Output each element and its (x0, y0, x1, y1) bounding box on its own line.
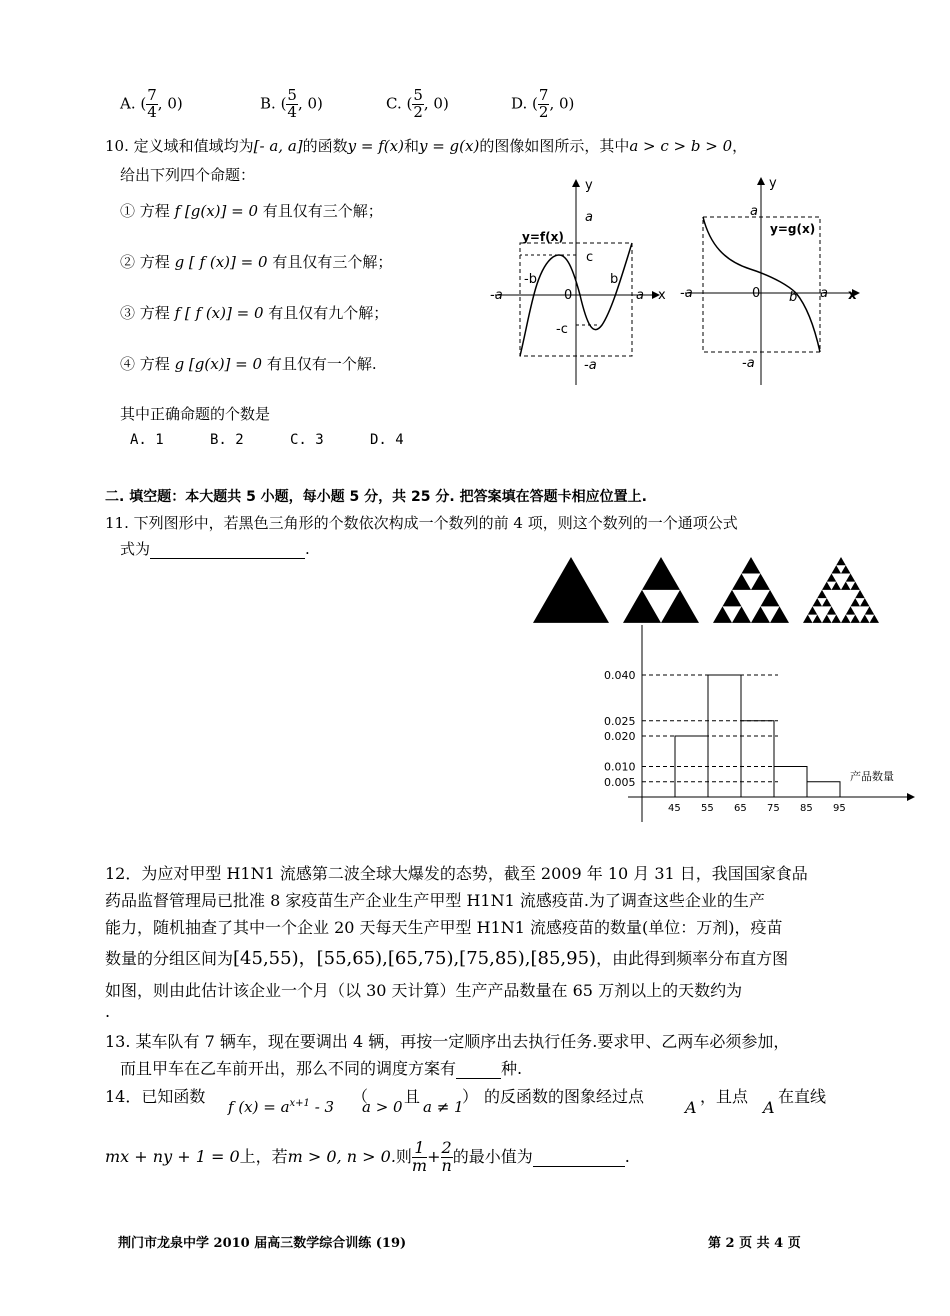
q9-option-b: B. ( $\frac{5}{4}$ , 0) (260, 86, 323, 121)
black-triangle (732, 606, 751, 622)
graph-g-neg-a-bottom: -a (742, 356, 755, 371)
hist-x-tick: 85 (800, 803, 813, 814)
black-triangle (846, 606, 856, 614)
black-triangle (822, 598, 832, 606)
black-triangle (642, 557, 680, 590)
q14-mid2: ，且点 (700, 1087, 749, 1106)
graph-g-b: b (789, 290, 798, 305)
graph-f-a-top: a (585, 210, 593, 225)
hist-bar (741, 721, 774, 797)
black-triangle (851, 582, 861, 590)
q14-cond1: a > 0 (362, 1098, 403, 1116)
q10-stem: 10. 定义域和值域均为[- a, a]的函数y = f(x)和y = g(x)的图像如图所示，其中a > c > b > 0， (105, 137, 748, 155)
graph-f-origin: 0 (564, 288, 573, 303)
graph-f-c: c (586, 250, 594, 265)
q10-prop-4: ④ 方程 g [g(x)] = 0 有且仅有一个解. (120, 355, 377, 373)
hist-x-tick: 65 (734, 803, 747, 814)
q13-line1: 13. 某车队有 7 辆车，现在要调出 4 辆，再按一定顺序出去执行任务.要求甲、乙两车必须参加， (105, 1032, 790, 1051)
q14-func: f $(x) = a^{x+1} - 3$ (228, 1098, 335, 1116)
q14-point: A (685, 1098, 697, 1117)
q14-cond2: a ≠ 1 (423, 1098, 464, 1116)
q10-prop-1: ① 方程 f [g(x)] = 0 有且仅有三个解； (120, 202, 383, 220)
hist-x-tick: 95 (833, 803, 846, 814)
q9-option-c: C. ( $\frac{5}{2}$ , 0) (386, 86, 449, 121)
hist-y-tick: 0.010 (604, 760, 636, 774)
triangle-stage-2 (623, 557, 699, 623)
q12-line2: 药品监督管理局已批准 8 家疫苗生产企业生产甲型 H1N1 流感疫苗.为了调查这些企业的生产 (105, 891, 765, 910)
graph-f-neg-a-bottom: -a (584, 358, 597, 373)
black-triangle (751, 573, 770, 589)
hist-x-label: 产品数量 (850, 770, 894, 783)
black-triangle (827, 573, 837, 581)
triangle-stage-1 (533, 557, 609, 623)
graph-f (490, 175, 670, 390)
hist-y-tick: 0.040 (604, 669, 636, 682)
black-triangle (832, 582, 842, 590)
q14-line1: 14．已知函数 (105, 1087, 206, 1106)
footer-right: 第 2 页 共 4 页 (708, 1236, 801, 1251)
black-triangle (742, 557, 761, 573)
black-triangle (855, 590, 865, 598)
q14-paren-open: （ (352, 1087, 369, 1106)
q14-tail: 在直线 (778, 1087, 827, 1106)
black-triangle (713, 606, 732, 622)
q14-mid: 的反函数的图象经过点 (484, 1087, 645, 1106)
black-triangle (822, 582, 832, 590)
q14-point2: A (763, 1098, 775, 1117)
black-triangle (860, 598, 870, 606)
q10-prop-2: ② 方程 g [ f (x)] = 0 有且仅有三个解； (120, 253, 393, 271)
black-triangle (533, 557, 609, 623)
black-triangle (841, 565, 851, 573)
q9-option-d: D. ( $\frac{7}{2}$ , 0) (511, 86, 575, 121)
q12-line6: . (105, 1002, 111, 1021)
hist-x-tick: 75 (767, 803, 780, 814)
sierpinski-figures (530, 555, 885, 625)
hist-x-tick: 45 (668, 803, 681, 814)
q10-prop-3: ③ 方程 f [ f (x)] = 0 有且仅有九个解； (120, 304, 389, 322)
black-triangle (623, 590, 661, 623)
graph-g-origin: 0 (752, 286, 761, 301)
q10-question: 其中正确命题的个数是 (120, 405, 271, 423)
q14-paren-close: ） (462, 1087, 479, 1106)
black-triangle (841, 582, 851, 590)
graph-g-a-right: a (820, 286, 828, 301)
graph-f-neg-c: -c (556, 322, 568, 337)
q12-line1: 12．为应对甲型 H1N1 流感第二波全球大爆发的态势，截至 2009 年 10 月 31 日，我国国家食品 (105, 864, 808, 883)
black-triangle (770, 606, 789, 622)
hist-y-tick: 0.025 (604, 714, 636, 728)
black-triangle (732, 573, 751, 589)
graph-f-title: y=f(x) (522, 230, 564, 244)
black-triangle (761, 590, 780, 606)
graph-g (680, 175, 860, 390)
q9-option-a: A. ( $\frac{7}{4}$ , 0) (120, 86, 183, 121)
hist-x-tick: 55 (701, 803, 714, 814)
graph-f-neg-b: -b (524, 272, 537, 287)
black-triangle (851, 598, 861, 606)
graph-f-y-label: y (585, 178, 593, 193)
q10-choices: A. 1 B. 2 C. 3 D. 4 (130, 432, 404, 448)
graph-f-x-label: x (658, 288, 666, 303)
footer-left: 荆门市龙泉中学 2010 届高三数学综合训练 (19) (118, 1236, 407, 1251)
black-triangle (808, 606, 818, 614)
graph-g-neg-a: -a (680, 286, 693, 301)
black-triangle (723, 590, 742, 606)
hist-bar (774, 767, 807, 798)
frequency-histogram (598, 622, 918, 827)
q12-line4: 数量的分组区间为[45,55)，[55,65),[65,75),[75,85),[85,95)，由此得到频率分布直方图 (105, 948, 789, 969)
graph-g-x-label: x (848, 288, 857, 303)
graph-g-y-label: y (769, 176, 777, 191)
graph-g-a-top: a (750, 204, 758, 219)
triangle-stage-4 (803, 557, 879, 623)
black-triangle (813, 598, 823, 606)
q11-line2: 式为 . (120, 540, 310, 558)
black-triangle (661, 590, 699, 623)
section2-heading: 二. 填空题：本大题共 5 小题，每小题 5 分，共 25 分. 把答案填在答题卡相应位置上. (105, 489, 647, 505)
graph-f-a-right: a (636, 288, 644, 303)
black-triangle (836, 557, 846, 565)
q13-line2: 而且甲车在乙车前开出，那么不同的调度方案有 种. (120, 1059, 523, 1078)
graph-f-b: b (610, 272, 619, 287)
triangle-stage-3 (713, 557, 789, 623)
black-triangle (832, 565, 842, 573)
hist-y-tick: 0.020 (604, 730, 636, 743)
q10-line2: 给出下列四个命题： (120, 166, 256, 184)
graph-f-neg-a: -a (490, 288, 503, 303)
hist-y-tick: 0.005 (604, 775, 636, 789)
black-triangle (817, 590, 827, 598)
graph-g-title: y=g(x) (770, 222, 816, 236)
q12-line3: 能力，随机抽查了其中一个企业 20 天每天生产甲型 H1N1 流感疫苗的数量(单位：万剂)，疫苗 (105, 918, 783, 937)
hist-bar (807, 782, 840, 797)
q14-line2: mx + ny + 1 = 0上，若m > 0, n > 0.则 $\frac{1}{m}$ + $\frac{2}{n}$ 的最小值为 . (105, 1138, 630, 1175)
black-triangle (846, 573, 856, 581)
black-triangle (751, 606, 770, 622)
q12-line5: 如图，则由此估计该企业一个月（以 30 天计算）生产产品数量在 65 万剂以上的天数约为 (105, 981, 743, 1000)
black-triangle (827, 606, 837, 614)
q11-line1: 11. 下列图形中，若黑色三角形的个数依次构成一个数列的前 4 项，则这个数列的一个通项公式 (105, 514, 738, 532)
black-triangle (865, 606, 875, 614)
q14-and: 且 (404, 1087, 421, 1106)
